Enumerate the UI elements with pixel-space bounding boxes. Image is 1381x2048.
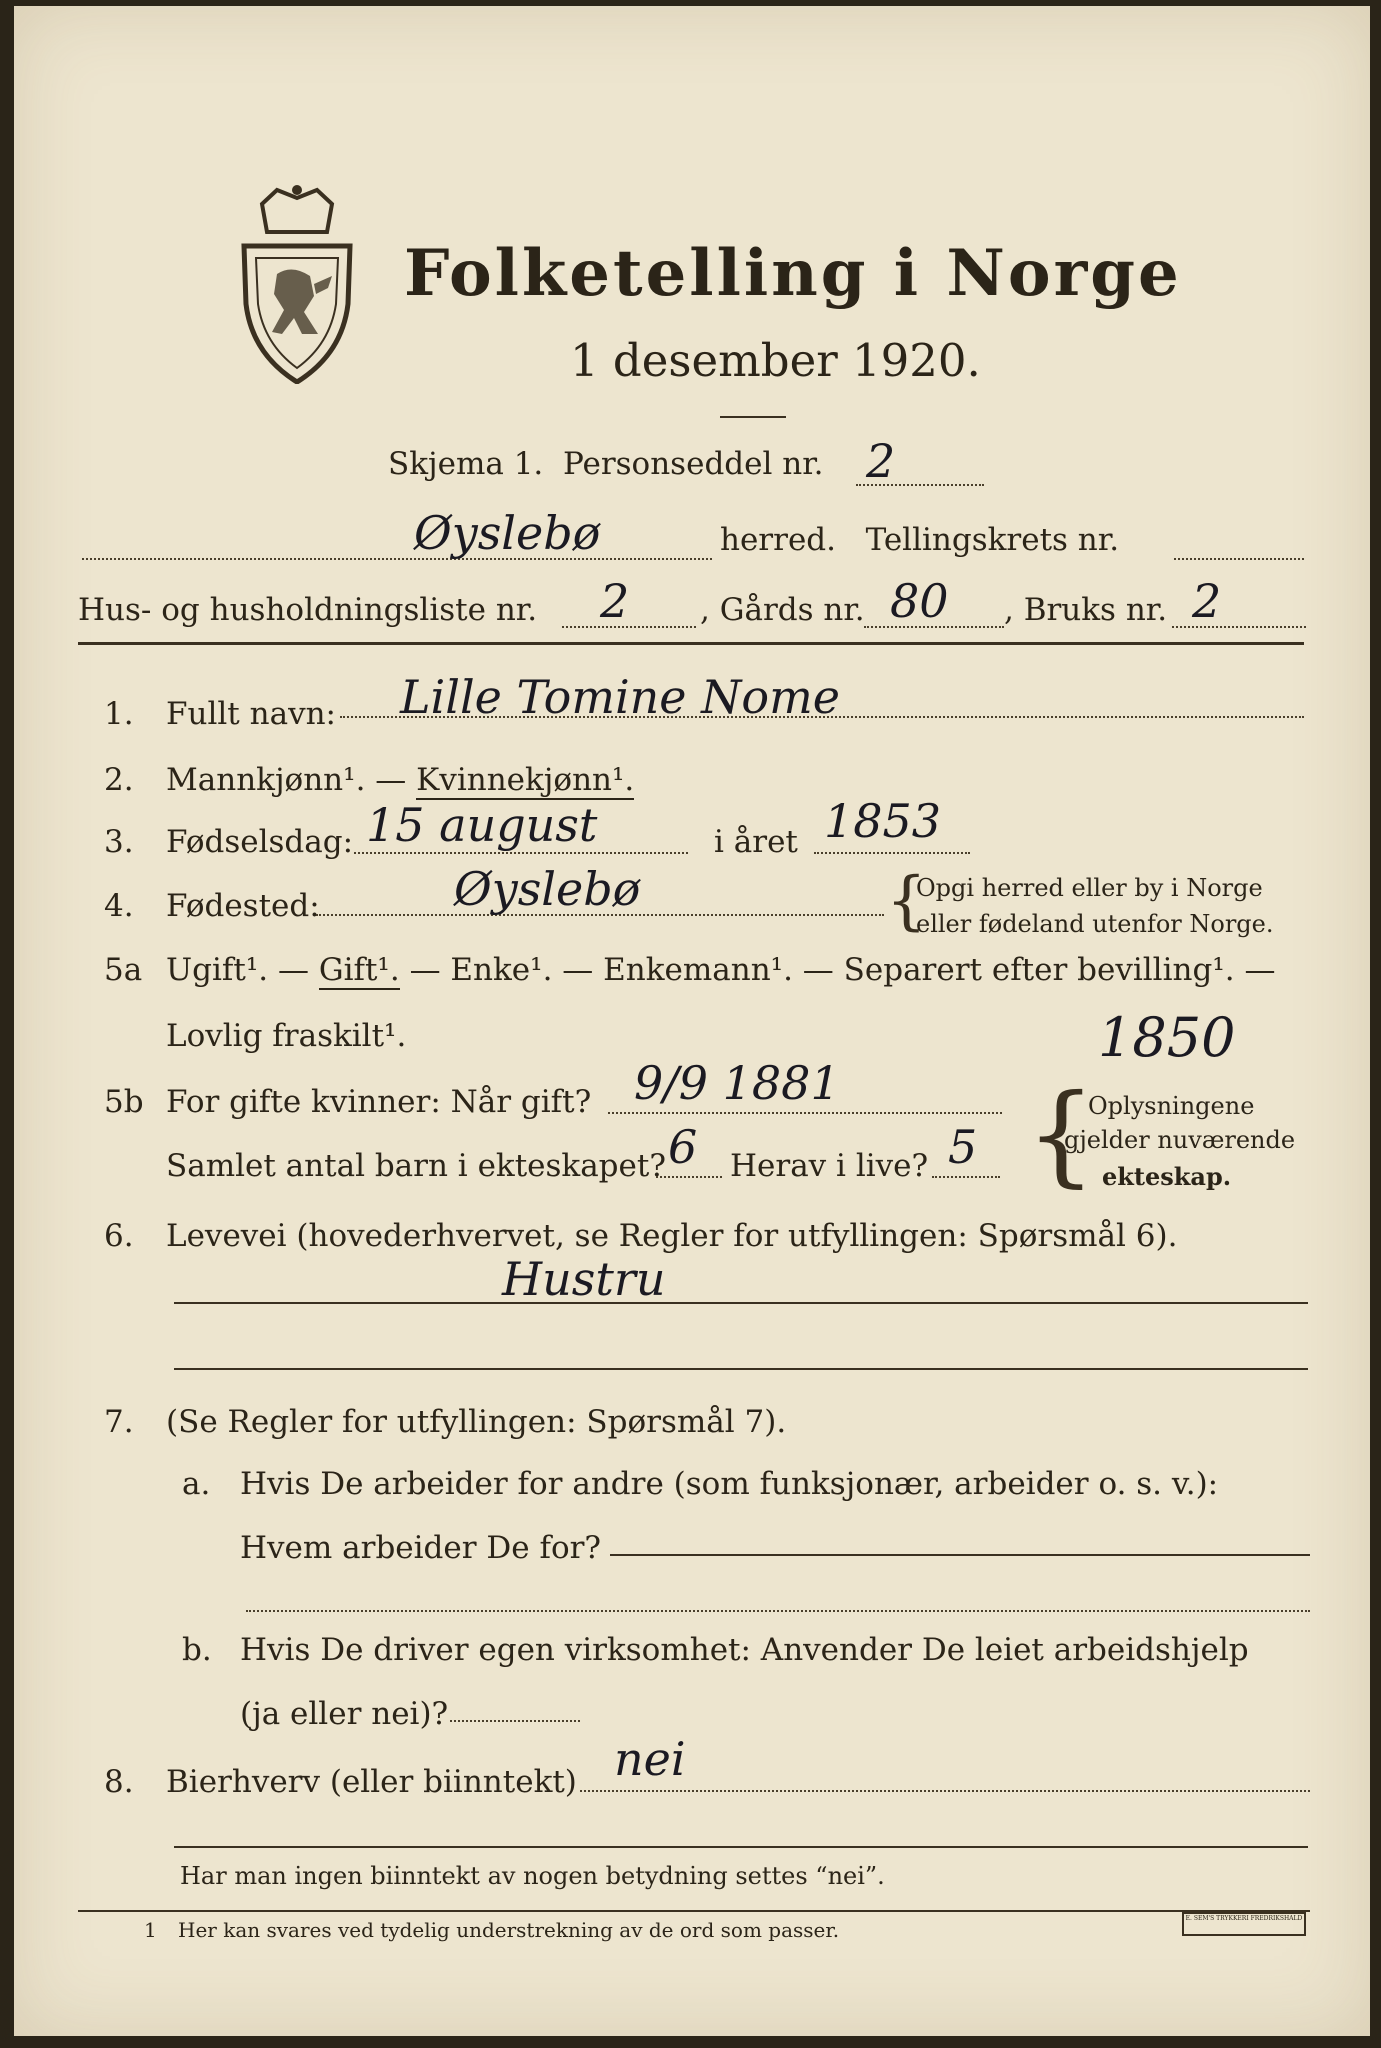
q4-label: Fødested: bbox=[166, 888, 320, 924]
q5b-note-line1: Oplysningene bbox=[1088, 1092, 1255, 1120]
q6-number: 6. bbox=[104, 1218, 134, 1254]
coat-of-arms-icon bbox=[232, 184, 362, 384]
footnote-text: Her kan svares ved tydelig understrekning av de ord som passer. bbox=[178, 1918, 840, 1942]
q4-number: 4. bbox=[104, 888, 134, 924]
q7a-label: Hvis De arbeider for andre (som funksjonær, arbeider o. s. v.): bbox=[240, 1466, 1219, 1502]
q6-line1 bbox=[174, 1302, 1308, 1304]
q5a-other-options: — Enke¹. — Enkemann¹. — Separert efter bevilling¹. — bbox=[409, 952, 1276, 988]
q3-year-label: i året bbox=[714, 824, 798, 860]
q7b-ja-nei-field bbox=[450, 1720, 580, 1722]
q3-year-value: 1853 bbox=[824, 794, 942, 848]
hus-value: 2 bbox=[600, 574, 630, 628]
q7-label: (Se Regler for utfyllingen: Spørsmål 7). bbox=[166, 1404, 787, 1440]
title-divider bbox=[720, 416, 786, 418]
q1-value: Lille Tomine Nome bbox=[400, 670, 840, 724]
q8-line bbox=[174, 1846, 1308, 1848]
q7a-letter: a. bbox=[182, 1466, 211, 1502]
q3-label: Fødselsdag: bbox=[166, 824, 354, 860]
gards-label: , Gårds nr. bbox=[700, 592, 865, 628]
hus-label: Hus- og husholdningsliste nr. bbox=[78, 592, 538, 628]
q5a-gift-option-selected: Gift¹. bbox=[318, 952, 400, 988]
printer-stamp: E. SEM'S TRYKKERI FREDRIKSHALD bbox=[1182, 1912, 1306, 1936]
herred-value: Øyslebø bbox=[414, 506, 601, 560]
bruks-value: 2 bbox=[1192, 574, 1222, 628]
q8-number: 8. bbox=[104, 1764, 134, 1800]
q6-line2 bbox=[174, 1368, 1308, 1370]
q5b-barn-label: Samlet antal barn i ekteskapet? bbox=[166, 1148, 666, 1184]
q5b-live-value: 5 bbox=[948, 1120, 978, 1174]
q5b-note-line3: ekteskap. bbox=[1102, 1162, 1232, 1191]
q2-number: 2. bbox=[104, 762, 134, 798]
q1-number: 1. bbox=[104, 696, 134, 732]
biinntekt-note: Har man ingen biinntekt av nogen betydning settes “nei”. bbox=[180, 1862, 885, 1890]
q5a-ugift-option: Ugift¹. — bbox=[166, 952, 309, 988]
q7b-letter: b. bbox=[182, 1632, 212, 1668]
form-title: Folketelling i Norge bbox=[404, 236, 1182, 311]
q6-label: Levevei (hovederhvervet, se Regler for utfyllingen: Spørsmål 6). bbox=[166, 1218, 1178, 1254]
q1-label: Fullt navn: bbox=[166, 696, 336, 732]
footnote-number: 1 bbox=[144, 1918, 157, 1942]
q4-note-line2: eller fødeland utenfor Norge. bbox=[916, 910, 1274, 938]
q3-number: 3. bbox=[104, 824, 134, 860]
q5b-extra-note: 1850 bbox=[1098, 1006, 1236, 1069]
q5a-fraskilt-option: Lovlig fraskilt¹. bbox=[166, 1018, 407, 1054]
footer-divider bbox=[78, 1910, 1310, 1912]
census-form-sheet: Folketelling i Norge 1 desember 1920. Skjema 1. Personseddel nr. 2 Øyslebø herred. Tellingskrets nr. Hus- og husholdningsliste nr. 2 , Gårds nr. 80 , Bruks nr. 2 1. Fullt navn: Lille Tomine Nome 2. Mannkjønn¹. — Kvinnekjønn¹. 3. Fødselsdag: 15 august i året 1853 4. Fødested: Øyslebø { Opgi herred eller by i Norge eller fødeland utenfor Norge. 5a Ugift¹. — Gift¹. — Enke¹. — Enkemann¹. — Separert efter bevilling¹. — Lovlig fraskilt¹. 5b For gifte kvinner: Når gift? 9/9 1881 1850 Samlet antal barn i ekteskapet? 6 Herav i live? 5 { Oplysningene gjelder nuværende ekteskap. 6. Levevei (hovederhvervet, se Regler for utfyllingen: Spørsmål 6). Hustru 7. (Se Regler for utfyllingen: Spørsmål 7). a. Hvis De arbeider for andre (som funksjonær, arbeider o. s. v.): Hvem arbeider De for? b. Hvis De driver egen virksomhet: Anvender De leiet arbeidshjelp (ja eller nei)? 8. Bierhverv (eller biinntekt) nei Har man ingen biinntekt av nogen betydning settes “nei”. 1 Her kan svares ved tydelig understrekning av de ord som passer. E. SEM'S TRYKKERI FREDRIKSHALD bbox=[14, 6, 1370, 2036]
q5b-label: For gifte kvinner: Når gift? bbox=[166, 1084, 592, 1120]
q7b-label: Hvis De driver egen virksomhet: Anvender De leiet arbeidshjelp bbox=[240, 1632, 1249, 1668]
bruks-label: , Bruks nr. bbox=[1004, 592, 1168, 628]
q5b-married-value: 9/9 1881 bbox=[634, 1056, 840, 1110]
q8-value: nei bbox=[614, 1732, 686, 1786]
tellingskrets-field bbox=[1174, 558, 1304, 560]
q3-day-value: 15 august bbox=[366, 798, 598, 852]
q7-number: 7. bbox=[104, 1404, 134, 1440]
q5b-note-line2: gjelder nuværende bbox=[1064, 1126, 1296, 1154]
q2-mann-option: Mannkjønn¹. — bbox=[166, 762, 407, 798]
census-date: 1 desember 1920. bbox=[570, 334, 981, 387]
q7a-employer-label: Hvem arbeider De for? bbox=[240, 1530, 602, 1566]
q6-value: Hustru bbox=[502, 1252, 666, 1306]
q4-note-line1: Opgi herred eller by i Norge bbox=[916, 874, 1263, 902]
q5a-number: 5a bbox=[104, 952, 143, 988]
q5b-live-label: Herav i live? bbox=[730, 1148, 929, 1184]
q5b-number: 5b bbox=[104, 1084, 144, 1120]
q8-label: Bierhverv (eller biinntekt) bbox=[166, 1764, 577, 1800]
q5b-barn-value: 6 bbox=[668, 1120, 698, 1174]
gards-value: 80 bbox=[890, 574, 949, 628]
q7a-employer-field bbox=[610, 1554, 1310, 1556]
header-divider bbox=[78, 642, 1304, 645]
q7b-ja-nei-label: (ja eller nei)? bbox=[240, 1696, 449, 1732]
q2-kvinne-option-selected: Kvinnekjønn¹. bbox=[416, 762, 635, 798]
herred-label: herred. bbox=[720, 522, 836, 558]
personseddel-label: Personseddel nr. bbox=[563, 446, 824, 482]
tellingskrets-label: Tellingskrets nr. bbox=[865, 522, 1120, 558]
q4-value: Øyslebø bbox=[454, 862, 641, 916]
personseddel-value: 2 bbox=[866, 434, 896, 488]
schema-label: Skjema 1. bbox=[388, 446, 544, 482]
